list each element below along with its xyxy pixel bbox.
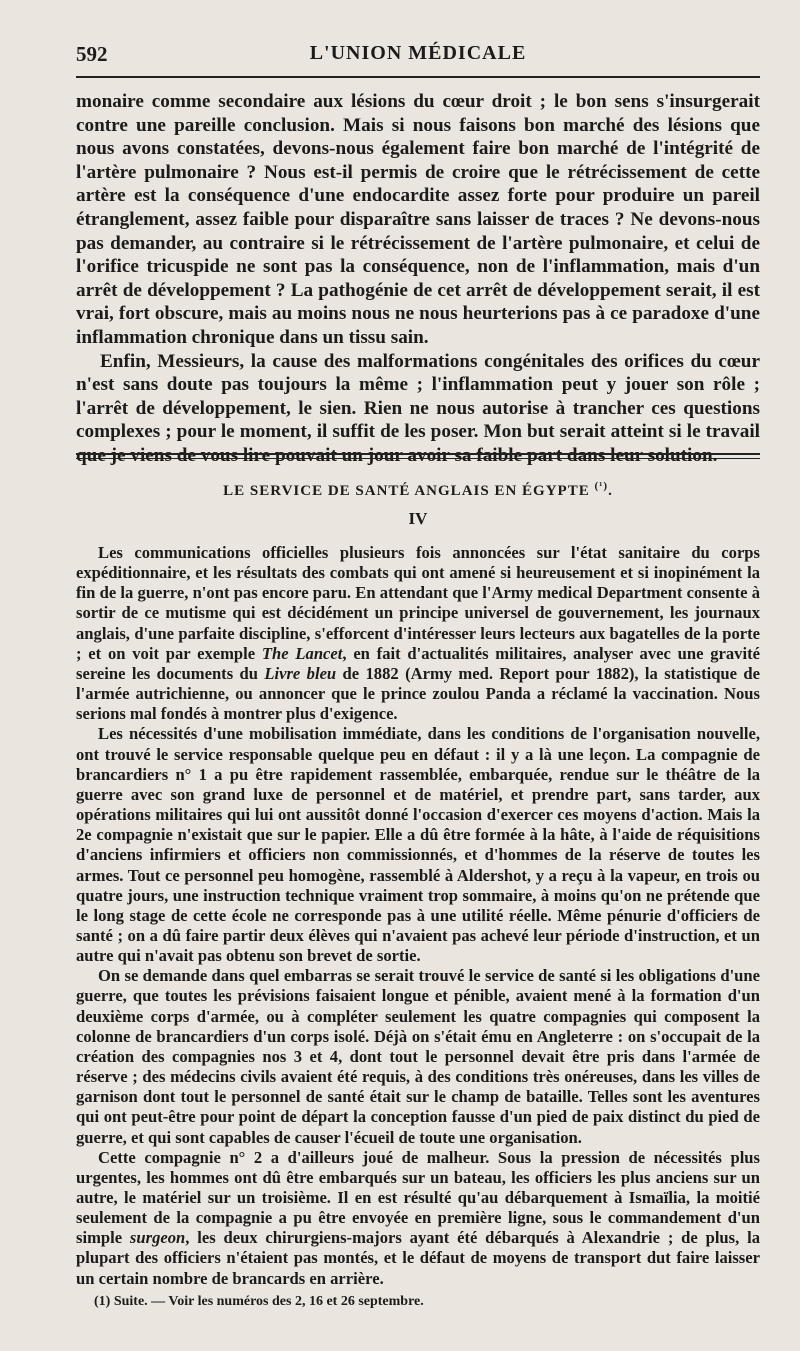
text-run: , les deux chirurgiens-majors ayant été débarqués à Alexandrie ; de plus, la plupart des officiers n'étaient pas montés, et le défaut de moyens de transport dut faire laisser un certain nombre de brancards en arrière. [76,1228,760,1288]
italic-title: The Lancet [261,643,343,663]
page-number: 592 [76,42,108,66]
text-run: Les communications officielles plusieurs fois annoncées sur l'état sanitaire du corps expéditionnaire, et les résultats des combats qui ont amené si heureusement et si inopinément la fin de la guerre, n'ont pas encore paru. En attendant que l'Army medical Department consente à sortir de ce mutisme qui est décidément un principe universel de gouvernement, les journaux anglais, d'une parfaite discipline, s'efforcent d'intéresser leurs lecteurs aux bagatelles de la porte ; et on voit par exemple [76,543,760,663]
paragraph: monaire comme secondaire aux lésions du cœur droit ; le bon sens s'insurgerait contre une pareille conclusion. Mais si nous faisons bon marché des lésions que nous avons constatées, devons-nous également faire bon marché de l'intégrité de l'artère pulmonaire ? Nous est-il permis de croire que le rétrécissement de cette artère est la conséquence d'une endocardite assez forte pour produire un pareil étranglement, assez faible pour disparaître sans laisser de traces ? Ne devons-nous pas demander, au contraire si le rétrécissement de l'artère pulmonaire, et celui de l'orifice tricuspide ne sont pas la conséquence, non de l'inflammation, mais d'un arrêt de développement ? La pathogénie de cet arrêt de développement serait, il est vrai, fort obscure, mais au moins nous ne nous heurterions pas à ce paradoxe d'une inflammation chronique dans un tissu sain. [76,91,760,348]
section-title-text: LE SERVICE DE SANTÉ ANGLAIS EN ÉGYPTE [223,483,590,499]
text-run: On se demande dans quel embarras se serait trouvé le service de santé si les obligations d'une guerre, que toutes les prévisions faisaient longue et pénible, avaient mené à la formation d'un deuxième corps d'armée, ou à compléter seulement les quatre compagnies qui composent la colonne de brancardiers d'un corps isolé. Déjà on s'était ému en Angleterre : on s'occupait de la création des compagnies nos 3 et 4, dont tout le personnel devait être pris dans l'armée de réserve ; des médecins civils avaient été requis, à des conditions très onéreuses, dans les villes de garnison dont tout le personnel de santé était sur le champ de bataille. Telles sont les aventures qui ont peut-être pour point de départ la conception fausse d'un pied de paix distinct du pied de guerre, et qui sont capables de causer l'écueil de toute une organisation. [76,966,760,1147]
italic-title: Livre bleu [264,663,337,683]
header-rule [76,76,760,78]
paragraph [76,543,760,724]
italic-term: surgeon [129,1228,186,1248]
paragraph [76,1148,760,1289]
footnote: (1) Suite. — Voir les numéros des 2, 16 et 26 septembre. [94,1294,424,1309]
text-run: , en fait d'actualités militaires, analyser avec une gravité sereine les documents du [76,643,760,683]
footnote-reference: (¹) [594,480,609,492]
section-divider-thick [76,453,760,455]
upper-article-text [76,90,760,468]
text-run: Cette compagnie n° 2 a d'ailleurs joué de malheur. Sous la pression de nécessités plus urgentes, les hommes ont dû être embarqués sur un bateau, les officiers les plus anciens sur un autre, le matériel sur un troisième. Il en est résulté qu'au débarquement à Ismaïlia, la moitié seulement de la compagnie a pu être envoyée en première ligne, sous le commandement d'un simple [76,1147,760,1248]
text-run: de 1882 (Army med. Report pour 1882), la statistique de l'armée autrichienne, ou annoncer que le prince zoulou Panda a réclamé la vaccination. Nous serions mal fondés à montrer plus d'exigence. [76,663,760,724]
section-title [76,480,760,500]
paragraph: Enfin, Messieurs, la cause des malformations congénitales des orifices du cœur n'est sans doute pas toujours la même ; l'inflammation peut y jouer son rôle ; l'arrêt de développement, le sien. Rien ne nous autorise à trancher ces questions complexes ; pour le moment, il suffit de les poser. Mon but serait atteint si le travail que je viens de vous lire pouvait un jour avoir sa faible part dans leur solution. [76,350,760,466]
text-run: Les nécessités d'une mobilisation immédiate, dans les conditions de l'organisation nouvelle, ont trouvé le service responsable quelque peu en défaut : il y a là une leçon. La compagnie de brancardiers n° 1 a pu être rapidement rassemblée, embarquée, rendue sur le théâtre de la guerre avec son grand luxe de personnel et de matériel, et prendre part, sans tarder, aux opérations militaires qui lui ont aussitôt donné l'occasion d'exercer ces moyens d'action. Mais la 2e compagnie n'existait que sur le papier. Elle a dû être formée à la hâte, à l'aide de réquisitions d'anciens infirmiers et officiers non commissionnés, et d'hommes de la réserve de toutes les armes. Tout ce personnel peu homogène, rassemblé à Aldershot, y a reçu à la vapeur, en trois ou quatre jours, une instruction technique vraiment trop sommaire, à moins qu'on ne prétende que le long stage de cette école ne corresponde pas à une utilité réelle. Même pénurie d'officiers de santé ; on a dû faire partir deux élèves qui n'avaient pas achevé leur période d'instruction, et un autre qui n'avait pas obtenu son brevet de sortie. [76,724,760,966]
lower-article-text [76,543,760,1289]
section-divider-thin [76,458,760,459]
section-number: IV [408,509,428,528]
paragraph [76,966,760,1147]
page-header [76,42,760,76]
paragraph [76,724,760,966]
section-title-end: . [608,483,613,499]
running-title: L'UNION MÉDICALE [309,42,527,64]
